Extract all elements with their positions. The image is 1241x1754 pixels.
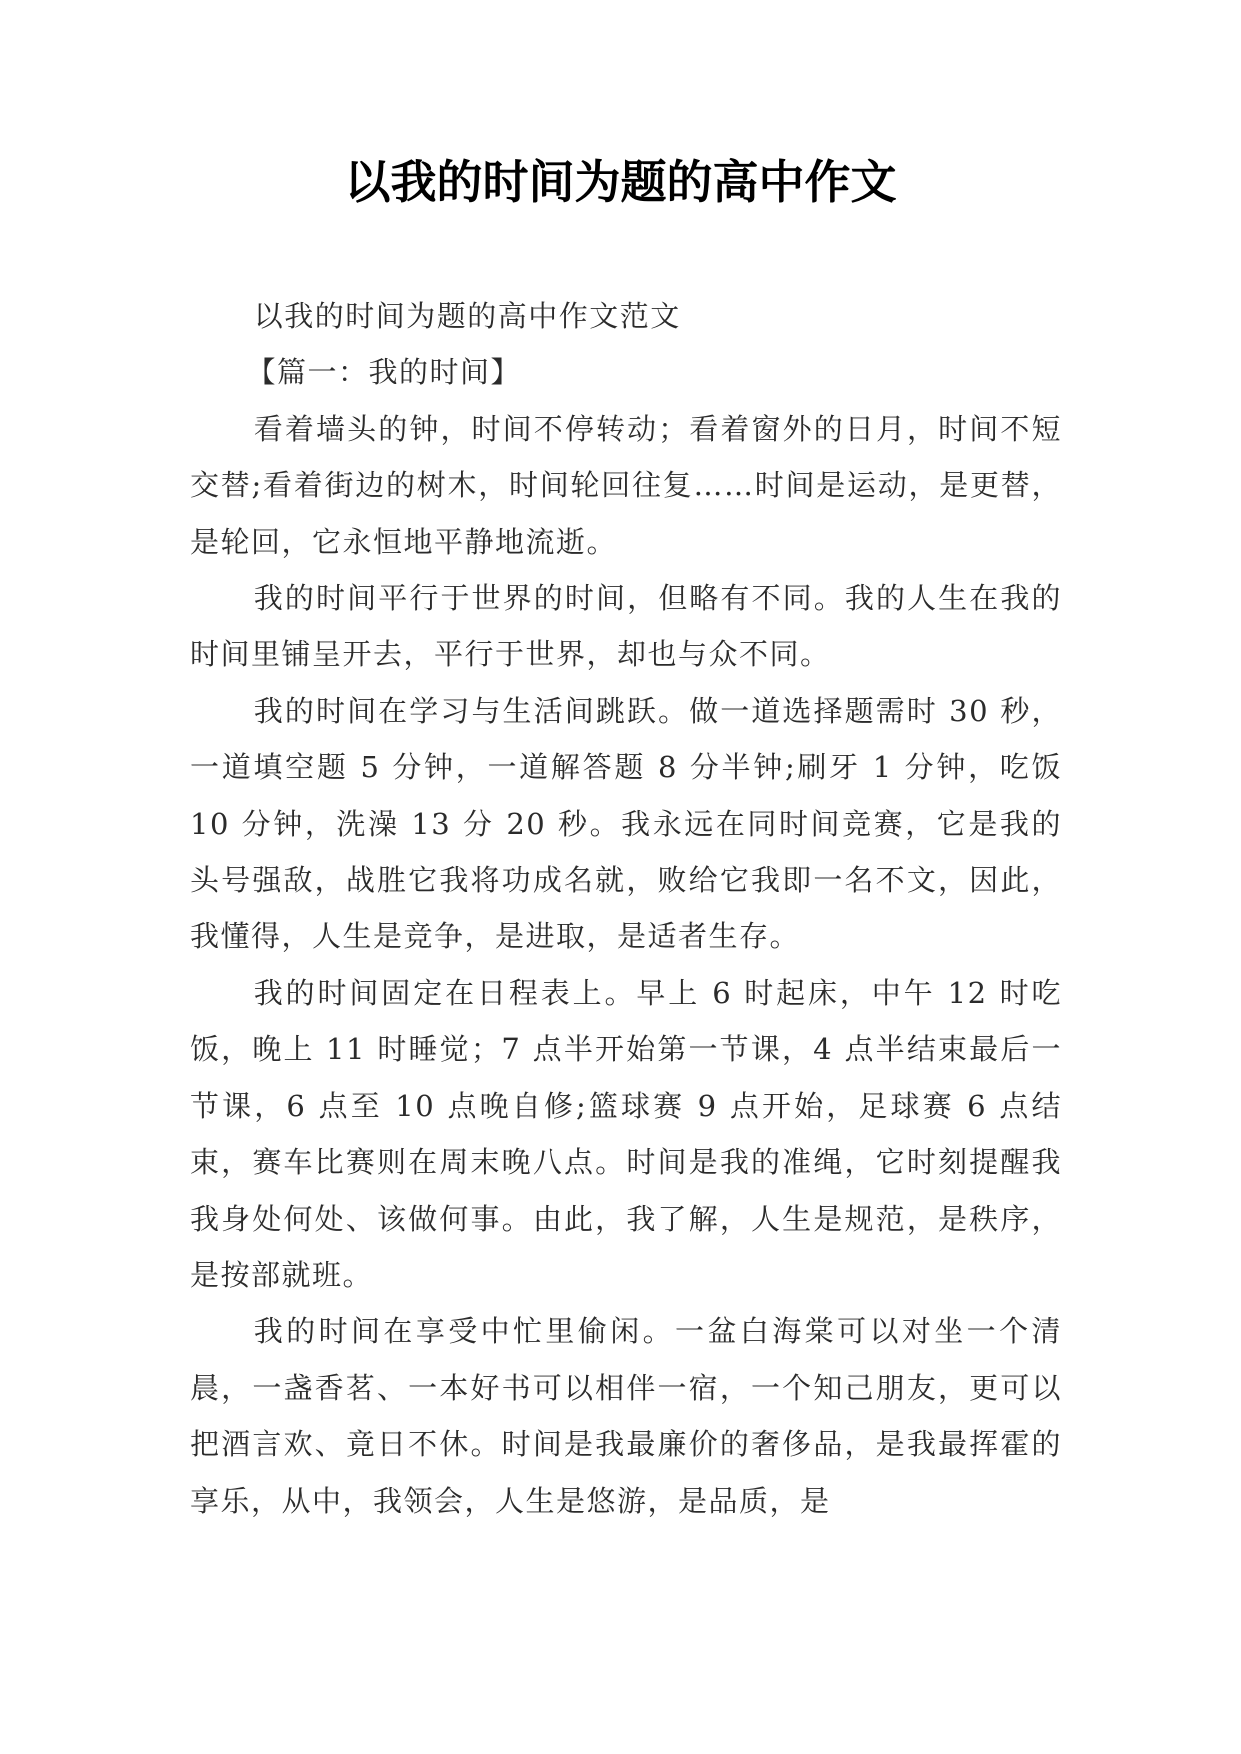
paragraph-2: 我的时间平行于世界的时间，但略有不同。我的人生在我的时间里铺呈开去，平行于世界，却也与众不同。 [190,581,1062,672]
paragraph-3: 我的时间在学习与生活间跳跃。做一道选择题需时 30 秒，一道填空题 5 分钟，一道解答题 8 分半钟;刷牙 1 分钟，吃饭 10 分钟，洗澡 13 分 20 秒。我永远在同时间竞赛，它是我的头号强敌，战胜它我将功成名就，败给它我即一名不文，因此，我懂得，人生是竞争，是进取，是适者生存。 [190,693,1062,954]
paragraph-4: 我的时间固定在日程表上。早上 6 时起床，中午 12 时吃饭，晚上 11 时睡觉；7 点半开始第一节课，4 点半结束最后一节课，6 点至 10 点晚自修;篮球赛 9 点开始，足球赛 6 点结束，赛车比赛则在周末晚八点。时间是我的准绳，它时刻提醒我我身处何处、该做何事。由此，我了解，人生是规范，是秩序，是按部就班。 [190,975,1062,1292]
section-heading: 【篇一：我的时间】 [246,355,522,390]
paragraph-5: 我的时间在享受中忙里偷闲。一盆白海棠可以对坐一个清晨，一盏香茗、一本好书可以相伴一宿，一个知己朋友，更可以把酒言欢、竟日不休。时间是我最廉价的奢侈品，是我最挥霍的享乐，从中，我领会，人生是悠游，是品质，是 [190,1314,1062,1518]
document-title: 以我的时间为题的高中作文 [344,155,897,209]
essay-subtitle: 以我的时间为题的高中作文范文 [253,299,681,333]
paragraph-1: 看着墙头的钟，时间不停转动；看着窗外的日月，时间不短交替;看着街边的树木，时间轮回往复……时间是运动，是更替，是轮回，它永恒地平静地流逝。 [190,411,1062,559]
document-body [190,288,1062,1529]
